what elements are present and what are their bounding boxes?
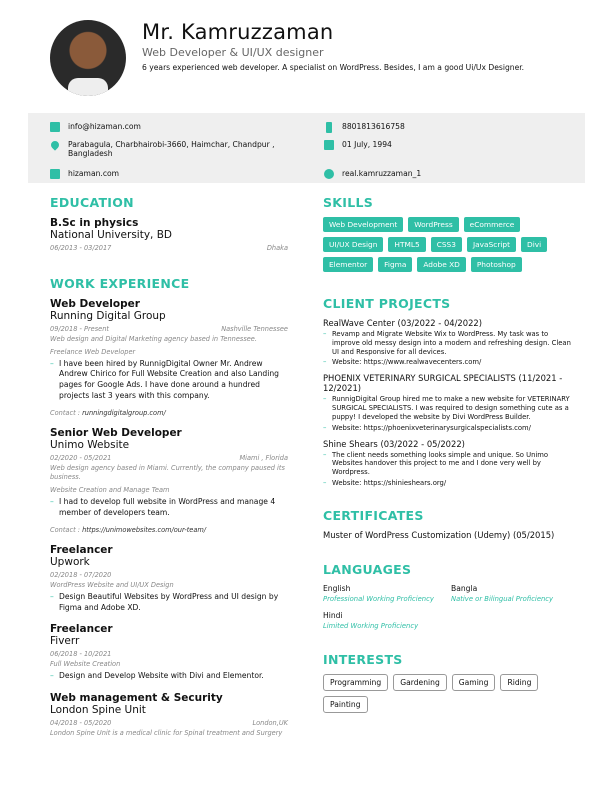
email-icon xyxy=(50,122,60,132)
project-title: RealWave Center (03/2022 - 04/2022) xyxy=(323,318,483,328)
job-title: Web Developer & UI/UX designer xyxy=(142,46,324,59)
project-entry xyxy=(323,439,578,488)
language-item: Bangla Native or Bilingual Proficiency xyxy=(451,583,554,603)
job-title: Web Developer xyxy=(50,298,140,310)
project-desc: – The client needs something looks simple and unique. So Unimo Websites handover this project to me and I done very well by Wordpress. xyxy=(323,451,578,477)
project-website[interactable]: – Website: https://www.realwavecenters.com/ xyxy=(323,358,578,367)
location: Miami , Florida xyxy=(239,454,288,463)
job-title: Senior Web Developer xyxy=(50,427,182,440)
work-experience-section xyxy=(50,276,288,738)
phone-icon xyxy=(326,122,332,133)
full-name: Mr. Kamruzzaman xyxy=(142,20,334,44)
section-heading: SKILLS xyxy=(323,195,374,210)
skill-tag: Web Development xyxy=(323,217,403,232)
job-entry xyxy=(50,623,288,682)
project-entry xyxy=(323,373,578,432)
interest-tag: Riding xyxy=(500,674,538,691)
skill-tag: Elementor xyxy=(323,257,373,272)
dates: 06/2013 - 03/2017 xyxy=(50,244,112,252)
certificate: Muster of WordPress Customization (Udemy) (05/2015) xyxy=(323,529,555,540)
degree: B.Sc in physics xyxy=(50,217,139,229)
interests-section xyxy=(323,652,578,713)
contact-email[interactable] xyxy=(50,122,141,132)
website-icon xyxy=(50,169,60,179)
calendar-icon xyxy=(324,140,334,150)
job-title: Web management & Security xyxy=(50,691,223,704)
skype-icon xyxy=(324,169,334,179)
role: Website Creation and Manage Team xyxy=(50,486,170,495)
languages-section xyxy=(323,562,578,630)
dates: 09/2018 - Present xyxy=(50,325,109,333)
project-desc: – Revamp and Migrate Website Wix to WordPress. My task was to improve old messy design into a modern and refreshing design. Clean UI and Responsive for all devices. xyxy=(323,330,578,356)
company-desc: Web design and Digital Marketing agency based in Tennessee. xyxy=(50,335,257,343)
contact-address xyxy=(50,140,275,158)
contact-dob xyxy=(324,140,392,150)
company-desc: London Spine Unit is a medical clinic for Spinal treatment and Surgery xyxy=(50,728,283,737)
dates: 04/2018 - 05/2020 xyxy=(50,718,112,727)
language-item: English Professional Working Proficiency xyxy=(323,583,434,603)
job-entry xyxy=(50,427,288,534)
section-heading: INTERESTS xyxy=(323,651,403,667)
interest-tag: Painting xyxy=(323,696,368,713)
job-entry xyxy=(50,298,288,417)
role: Full Website Creation xyxy=(50,660,121,669)
project-title: PHOENIX VETERINARY SURGICAL SPECIALISTS (11/2021 - 12/2021) xyxy=(323,373,563,394)
section-heading: WORK EXPERIENCE xyxy=(50,276,190,291)
skill-tag: eCommerce xyxy=(464,217,521,232)
interest-tags xyxy=(323,674,578,713)
job-entry xyxy=(50,544,288,613)
contact-website[interactable] xyxy=(50,169,119,179)
phone-number: 8801813616758 xyxy=(342,122,405,131)
skill-tag: CSS3 xyxy=(431,237,462,252)
location-pin-icon xyxy=(49,139,60,150)
date-of-birth: 01 July, 1994 xyxy=(342,140,392,149)
bullet: – Design and Develop Website with Divi and Elementor. xyxy=(50,671,288,682)
section-heading: EDUCATION xyxy=(50,195,134,210)
interest-tag: Programming xyxy=(323,674,388,691)
skill-tags xyxy=(323,217,578,272)
interest-tag: Gaming xyxy=(452,674,496,691)
skills-section xyxy=(323,195,578,272)
project-entry xyxy=(323,318,578,367)
section-heading: CERTIFICATES xyxy=(323,507,424,523)
role: WordPress Website and UI/UX Design xyxy=(50,581,174,590)
skype-id: real.kamruzzaman_1 xyxy=(342,169,422,178)
skill-tag: Photoshop xyxy=(471,257,522,272)
company: Upwork xyxy=(50,556,90,569)
project-desc: – RunnigDigital Group hired me to make a new website for VETERINARY SURGICAL SPECIALISTS. I was required to design something cute as a puppy! I developed the website by Divi WordPress Builder. xyxy=(323,395,578,421)
skill-tag: UI/UX Design xyxy=(323,237,383,252)
bullet: – I had to develop full website in WordPress and manage 4 member of developers team. xyxy=(50,497,288,518)
certificates-section xyxy=(323,508,578,540)
contact-skype xyxy=(324,169,421,179)
contact-link[interactable]: runningdigitalgroup.com/ xyxy=(82,409,166,418)
skill-tag: WordPress xyxy=(408,217,458,232)
company-desc: Web design agency based in Miami. Currently, the company paused its business. xyxy=(50,464,285,482)
dates: 02/2020 - 05/2021 xyxy=(50,454,112,463)
company: Running Digital Group xyxy=(50,310,166,322)
section-heading: CLIENT PROJECTS xyxy=(323,296,451,311)
project-title: Shine Shears (03/2022 - 05/2022) xyxy=(323,438,465,449)
contact-line: Contact : https://unimowebsites.com/our-team/ xyxy=(50,526,207,535)
company: London Spine Unit xyxy=(50,703,146,716)
bullet: – I have been hired by RunnigDigital Owner Mr. Andrew Andrew Chirico for Full Website Creation and also Landing pages for Google Ads. I have done around a hundred projects last 3 years with this company. xyxy=(50,359,288,402)
location: Dhaka xyxy=(266,244,288,252)
location: Nashville Tennessee xyxy=(221,325,288,333)
summary: 6 years experienced web developer. A specialist on WordPress. Besides, I am a good Ui/Ux Designer. xyxy=(142,63,525,72)
school: National University, BD xyxy=(50,229,173,241)
contact-link[interactable]: https://unimowebsites.com/our-team/ xyxy=(82,526,207,535)
interest-tag: Gardening xyxy=(393,674,447,691)
dates: 06/2018 - 10/2021 xyxy=(50,650,112,659)
resume-header xyxy=(50,20,590,100)
skill-tag: JavaScript xyxy=(467,237,516,252)
job-entry xyxy=(50,692,288,738)
avatar xyxy=(50,20,126,96)
contact-phone xyxy=(324,122,405,133)
job-title: Freelancer xyxy=(50,544,113,557)
client-projects-section xyxy=(323,296,578,488)
language-item: Hindi Limited Working Proficiency xyxy=(323,610,419,630)
contact-line: Contact : runningdigitalgroup.com/ xyxy=(50,409,166,418)
email-link[interactable]: info@hizaman.com xyxy=(68,122,141,131)
company: Fiverr xyxy=(50,635,80,648)
company: Unimo Website xyxy=(50,439,130,452)
dates: 02/2018 - 07/2020 xyxy=(50,571,112,580)
skill-tag: Divi xyxy=(521,237,547,252)
contact-band xyxy=(28,113,585,183)
job-title: Freelancer xyxy=(50,623,113,636)
address: Parabagula, Charbhairobi-3660, Haimchar, Chandpur , Bangladesh xyxy=(68,140,275,158)
section-heading: LANGUAGES xyxy=(323,561,412,577)
bullet: – Design Beautiful Websites by WordPress and UI design by Figma and Adobe XD. xyxy=(50,592,288,613)
skill-tag: Figma xyxy=(378,257,412,272)
skill-tag: HTML5 xyxy=(388,237,425,252)
skill-tag: Adobe XD xyxy=(417,257,465,272)
website-link[interactable]: hizaman.com xyxy=(68,169,120,178)
role: Freelance Web Developer xyxy=(50,347,136,356)
project-website[interactable]: – Website: https://shinieshears.org/ xyxy=(323,479,578,488)
project-website[interactable]: – Website: https://phoenixveterinarysurgicalspecialists.com/ xyxy=(323,424,578,433)
location: London,UK xyxy=(252,718,288,727)
education-section xyxy=(50,195,288,252)
